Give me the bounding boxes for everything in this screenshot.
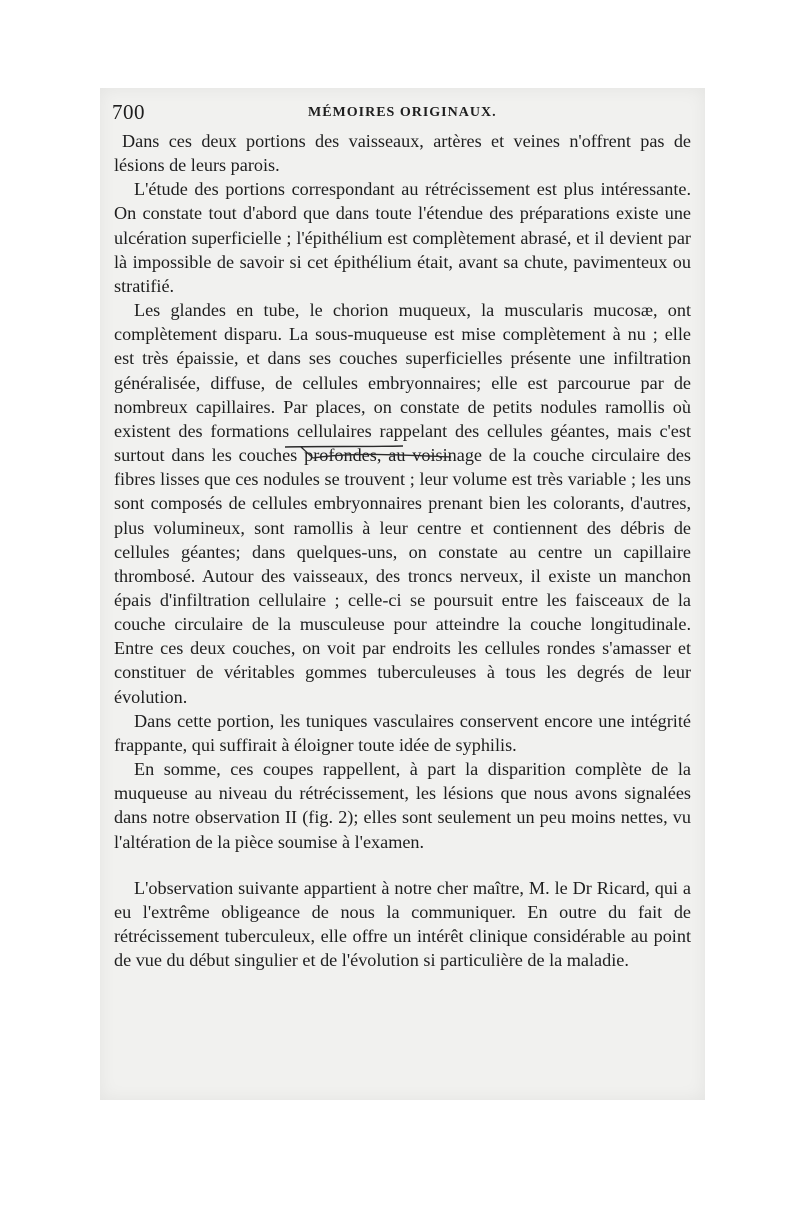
paragraph: Dans cette portion, les tuniques vasculaires conservent encore une intégrité frappante, qui suffirait à éloigner toute idée de syphilis. <box>114 710 691 755</box>
paragraph: L'étude des portions correspondant au rétrécissement est plus intéressante. On constate tout d'abord que dans toute l'étendue des préparations existe une ulcération superficielle ; l'épithélium est complètement abrasé, et il devient par là impossible de savoir si cet épithélium était, avant sa chute, pavimenteux ou stratifié. <box>114 179 691 296</box>
paragraph: Dans ces deux portions des vaisseaux, artères et veines n'offrent pas de lésions de leurs parois. <box>114 131 691 176</box>
page-number: 700 <box>112 100 145 124</box>
running-head: MÉMOIRES ORIGINAUX. <box>308 105 497 120</box>
paragraph: En somme, ces coupes rappellent, à part la disparition complète de la muqueuse au niveau du rétrécissement, les lésions que nous avons signalées dans notre observation II (fig. 2); elles sont seulement un peu moins nettes, vu l'altération de la pièce soumise à l'examen. <box>114 759 691 852</box>
page-header <box>112 100 692 124</box>
paragraph: Les glandes en tube, le chorion muqueux, la muscularis mucosæ, ont complètement disparu. La sous-muqueuse est mise complètement à nu ; elle est très épaissie, et dans ses couches superficielles présente une infiltration généralisée, diffuse, de cellules embryonnaires; elle est parcourue par de nombreux capillaires. Par places, on constate de petits nodules ramollis où existent des formations cellulaires rappelant des cellules géantes, mais c'est surtout dans les couches profondes, au voisinage de la couche circulaire des fibres lisses que ces nodules se trouvent ; leur volume est très variable ; les uns sont composés de cellules embryonnaires prenant bien les colorants, d'autres, plus volumineux, sont ramollis à leur centre et contiennent des débris de cellules géantes; dans quelques-uns, on constate au centre un capillaire thrombosé. Autour des vaisseaux, des troncs nerveux, il existe un manchon épais d'infiltration cellulaire ; celle-ci se poursuit entre les faisceaux de la couche circulaire de la musculeuse pour atteindre la couche longitudinale. Entre ces deux couches, on voit par endroits les cellules rondes s'amasser et constituer de véritables gommes tuberculeuses à tous les degrés de leur évolution. <box>114 300 691 707</box>
paragraph: L'observation suivante appartient à notre cher maître, M. le Dr Ricard, qui a eu l'extrême obligeance de nous la communiquer. En outre du fait de rétrécissement tuberculeux, elle offre un intérêt clinique considérable au point de vue du début singulier et de l'évolution si particulière de la maladie. <box>114 877 691 971</box>
body-text <box>114 129 691 972</box>
